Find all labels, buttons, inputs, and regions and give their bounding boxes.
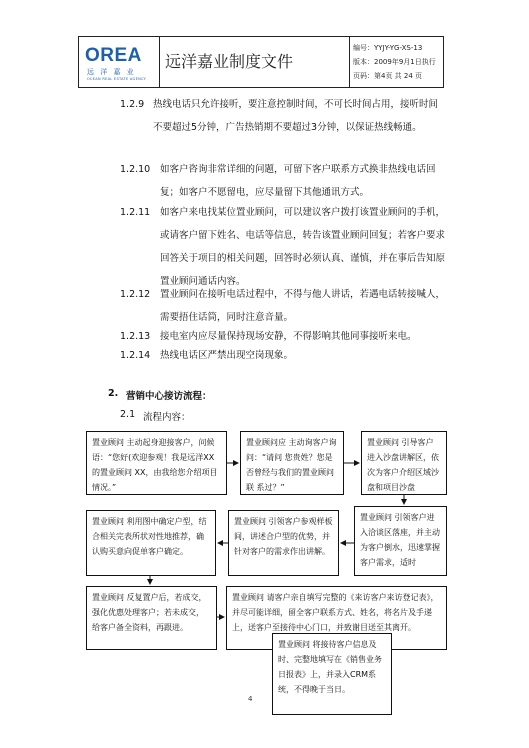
section-number: 2.	[108, 388, 119, 399]
flow-step-greet: 置业顾问 主动起身迎接客户，问候语：“您好(欢迎参观！我是远洋XX的置业顾问 XX，由我给您介绍项目情况。”	[86, 431, 227, 495]
logo-cell	[79, 37, 160, 87]
logo-subtitle: 远 洋 嘉 业	[87, 68, 136, 76]
page-number: 4	[248, 695, 253, 703]
flow-step-report: 置业顾问 将接待客户信息及时、完整地填写在《销售业务日报表》上，并录入CRM系统，不得晚于当日。	[272, 633, 392, 715]
item-text: 如客户来电找某位置业顾问，可以建议客户拨打该置业顾问的手机，或请客户留下姓名、电话等信息，转告该置业顾问回复；若客户要求回答关于项目的相关问题，回答时必须认真、谨慎，并在事后告知原置业顾问通话内容。	[160, 207, 446, 287]
meta-cell	[349, 37, 443, 87]
subsection-number: 2.1	[120, 409, 136, 420]
flow-step-negotiation: 置业顾问 引领客户进入洽谈区落座，并主动为客户倒水，迅速掌握客户需求，适时	[354, 506, 447, 576]
flow-step-sand-table: 置业顾问 引导客户进入沙盘讲解区，依次为客户介绍区域沙盘和项目沙盘	[361, 431, 447, 495]
item-number: 1.2.13	[120, 331, 151, 342]
item-number: 1.2.9	[120, 99, 145, 110]
item-text: 热线电话只允许接听，要注意控制时间，不可长时间占用，接听时间不要超过5分钟，广告热销期不要超过3分钟，以保证热线畅通。	[153, 99, 439, 133]
item-number: 1.2.12	[120, 289, 151, 300]
logo-tagline: OCEAN REAL ESTATE AGENCY	[87, 77, 147, 81]
item-number: 1.2.14	[120, 350, 151, 361]
item-number: 1.2.11	[120, 207, 151, 218]
document-version: 版本：2009年9月1日执行	[353, 58, 436, 66]
document-code: 编号：YYJY-YG-XS-13	[353, 44, 423, 52]
item-text: 接电室内应尽量保持现场安静，不得影响其他同事接听来电。	[160, 331, 417, 342]
document-page-info: 页码：第4页 共 24 页	[353, 72, 423, 80]
item-text: 置业顾问在接听电话过程中，不得与他人讲话，若遇电话转接喊人，需要捂住话筒，同时注意音量。	[160, 289, 446, 323]
section-title: 营销中心接访流程：	[126, 391, 212, 402]
flow-step-followup: 置业顾问 反复置户后，若成交，强化优惠处理客户；若未成交，给客户备全资料，再跟进。	[86, 586, 217, 650]
flow-step-model-room: 置业顾问 引领客户参观样板间，讲述合户型的优势，并针对客户的需求作出讲解。	[228, 510, 339, 576]
flow-step-registration: 置业顾问 请客户亲自填写完整的《来访客户来访登记表》，并尽可能详细，留全客户联系方式、姓名，将名片及手递上，送客户至接待中心门口，并致谢目送至其离开。	[226, 586, 447, 650]
flow-step-recommend: 置业顾问 利用图中确定户型，结合相关完表所状对性地推荐，确认购买意向促单客户确定。	[86, 510, 216, 576]
flow-step-inquire: 置业顾问应 主动询客户询问：“请问 您贵姓？您是否曾经与我们的置业顾问联 系过？”	[240, 431, 344, 495]
title-cell	[159, 37, 350, 87]
item-text: 如客户咨询非常详细的问题，可留下客户联系方式换非热线电话回复；如客户不愿留电，应尽量留下其他通讯方式。	[160, 164, 436, 198]
document-header	[78, 36, 444, 88]
item-number: 1.2.10	[120, 164, 151, 175]
company-logo: OREA	[85, 45, 142, 66]
subsection-title: 流程内容：	[143, 412, 191, 423]
item-text: 热线电话区严禁出现空岗现象。	[160, 350, 294, 361]
document-title: 远洋嘉业制度文件	[165, 52, 294, 71]
